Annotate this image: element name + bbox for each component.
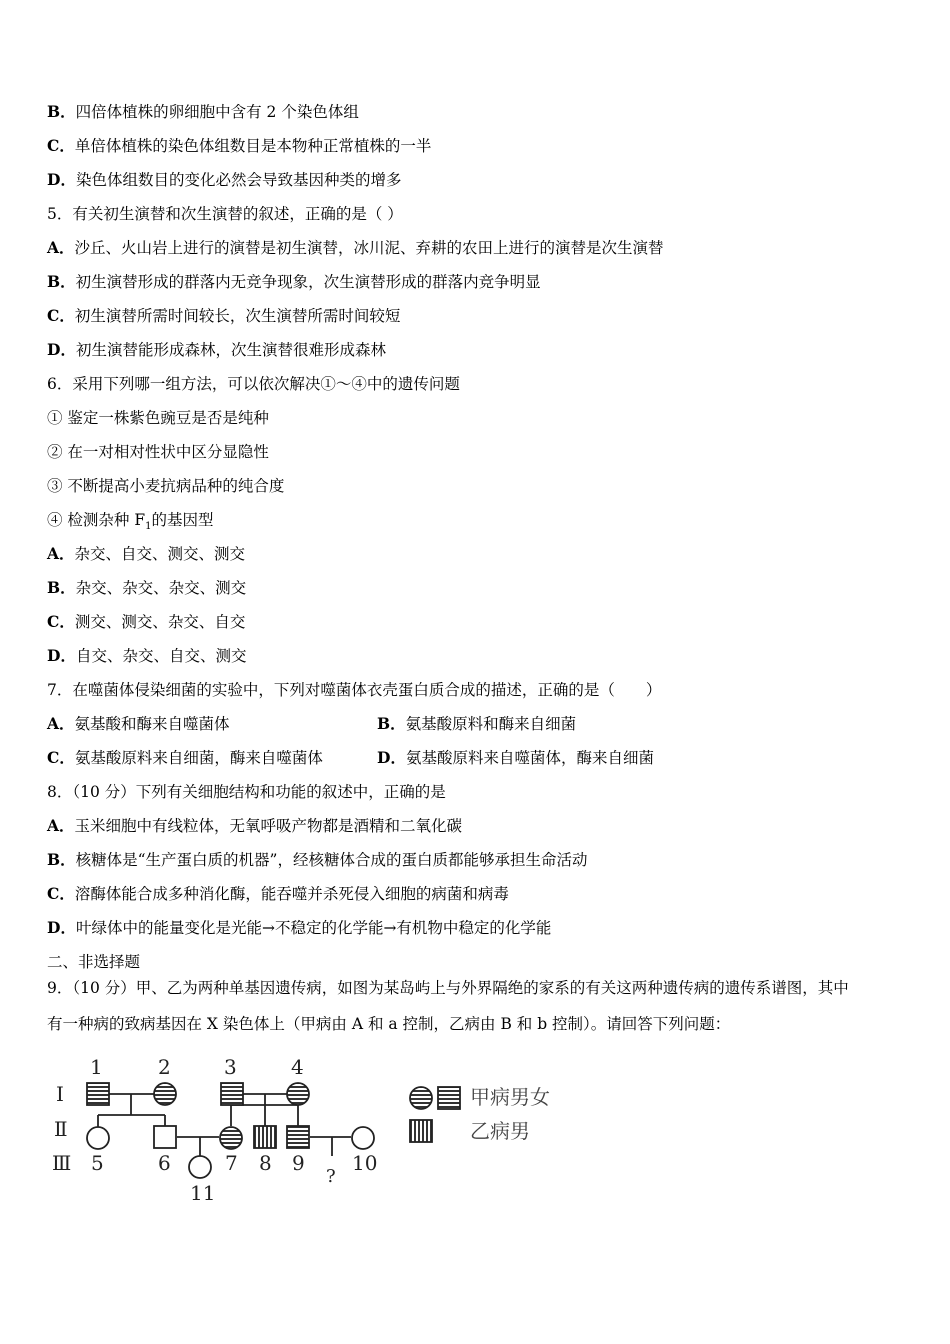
person-number-6: 6 — [158, 1151, 171, 1175]
q8-option-a: A．玉米细胞中有线粒体，无氧呼吸产物都是酒精和二氧化碳 — [47, 816, 463, 835]
legend-male-b-symbol — [410, 1120, 432, 1142]
q6-item-4: ④ 检测杂种 $F_1$的基因型 — [47, 511, 214, 533]
legend-disease-b-label: 乙病男 — [470, 1119, 530, 1143]
q6-option-c: C．测交、测交、杂交、自交 — [47, 612, 246, 631]
gen-label-1: Ⅰ — [56, 1082, 64, 1106]
person-6-male — [154, 1126, 176, 1148]
q8-option-b: B．核糖体是“生产蛋白质的机器”，经核糖体合成的蛋白质都能够承担生命活动 — [47, 850, 588, 869]
q5-option-b: B．初生演替形成的群落内无竞争现象，次生演替形成的群落内竞争明显 — [47, 272, 541, 291]
person-9-affected-male-a — [287, 1126, 309, 1148]
unknown-offspring-mark: ? — [326, 1166, 336, 1187]
q4-option-b: B．四倍体植株的卵细胞中含有 2 个染色体组 — [47, 102, 359, 121]
q8-option-c: C．溶酶体能合成多种消化酶，能吞噬并杀死侵入细胞的病菌和病毒 — [47, 884, 509, 903]
legend-disease-a-label: 甲病男女 — [470, 1085, 550, 1109]
gen-label-2: Ⅱ — [54, 1117, 68, 1141]
q6-option-b: B．杂交、杂交、杂交、测交 — [47, 578, 247, 597]
gen-label-3: Ⅲ — [52, 1151, 72, 1175]
q4-option-d: D．染色体组数目的变化必然会导致基因种类的增多 — [47, 170, 402, 189]
person-number-8: 8 — [259, 1151, 272, 1175]
q8-option-d: D．叶绿体中的能量变化是光能→不稳定的化学能→有机物中稳定的化学能 — [47, 918, 552, 937]
person-3-affected-male-a — [221, 1083, 243, 1105]
person-number-11: 11 — [190, 1181, 216, 1205]
q4-option-c: C．单倍体植株的染色体组数目是本物种正常植株的一半 — [47, 136, 432, 155]
person-number-9: 9 — [292, 1151, 305, 1175]
legend-male-a-symbol — [438, 1087, 460, 1109]
person-1-affected-male-a — [87, 1083, 109, 1105]
q6-option-d: D．自交、杂交、自交、测交 — [47, 646, 247, 665]
person-number-4: 4 — [291, 1055, 304, 1079]
q6-item-3: ③ 不断提高小麦抗病品种的纯合度 — [47, 477, 285, 495]
q7-option-b: B．氨基酸原料和酶来自细菌 — [377, 714, 577, 733]
person-5-female — [87, 1127, 109, 1149]
legend-female-a-symbol — [410, 1087, 432, 1109]
person-number-10: 10 — [352, 1151, 378, 1175]
person-7-affected-female-a — [220, 1127, 242, 1149]
q7-stem: 7．在噬菌体侵染细菌的实验中，下列对噬菌体衣壳蛋白质合成的描述，正确的是（ ） — [47, 681, 662, 699]
person-number-3: 3 — [224, 1055, 237, 1079]
q5-option-c: C．初生演替所需时间较长，次生演替所需时间较短 — [47, 306, 401, 325]
q6-item-2: ② 在一对相对性状中区分显隐性 — [47, 443, 269, 461]
q6-item-1: ① 鉴定一株紫色豌豆是否是纯种 — [47, 409, 269, 427]
pedigree-chart — [50, 1050, 610, 1210]
person-8-affected-male-b — [254, 1126, 276, 1148]
q7-option-c: C．氨基酸原料来自细菌，酶来自噬菌体 — [47, 748, 323, 767]
person-number-2: 2 — [158, 1055, 171, 1079]
q7-option-d: D．氨基酸原料来自噬菌体，酶来自细菌 — [377, 748, 654, 767]
q8-stem: 8．（10 分）下列有关细胞结构和功能的叙述中，正确的是 — [47, 783, 446, 801]
person-number-1: 1 — [90, 1055, 103, 1079]
q9-line-1: 9．（10 分）甲、乙为两种单基因遗传病，如图为某岛屿上与外界隔绝的家系的有关这两种遗传病的遗传系谱图，其中 — [47, 979, 849, 997]
q5-option-a: A．沙丘、火山岩上进行的演替是初生演替，冰川泥、弃耕的农田上进行的演替是次生演替 — [47, 238, 664, 257]
person-10-female — [352, 1127, 374, 1149]
q9-line-2: 有一种病的致病基因在 X 染色体上（甲病由 A 和 a 控制，乙病由 B 和 b 控制）。请回答下列问题： — [47, 1015, 731, 1033]
person-number-7: 7 — [225, 1151, 238, 1175]
person-11-female — [189, 1156, 211, 1178]
q6-stem: 6．采用下列哪一组方法，可以依次解决①～④中的遗传问题 — [47, 375, 460, 393]
section-heading: 二、非选择题 — [47, 953, 141, 971]
person-4-affected-female-a — [287, 1083, 309, 1105]
q6-option-a: A．杂交、自交、测交、测交 — [47, 544, 246, 563]
person-2-affected-female-a — [154, 1083, 176, 1105]
q5-stem: 5．有关初生演替和次生演替的叙述，正确的是（ ） — [47, 205, 403, 223]
q7-option-a: A．氨基酸和酶来自噬菌体 — [47, 714, 230, 733]
person-number-5: 5 — [91, 1151, 104, 1175]
q5-option-d: D．初生演替能形成森林，次生演替很难形成森林 — [47, 340, 386, 359]
